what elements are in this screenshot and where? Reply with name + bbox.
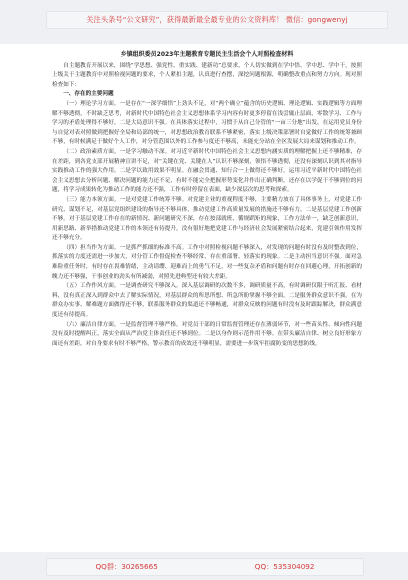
banner-text: 关注头条号“公文研究”，获得最新最全最专业的公文资料库！ 微信：gongwenyj: [46, 11, 388, 29]
paragraph-integrity: （六）廉洁自律方面。一是监督管理不够严格。对党员干部的日常监督管理还存在薄弱环节，对一些苗头性、倾向性问题没有及时提醒纠正，落实全面从严治党主体责任还不够到位。二是以身作则示范作用不够。在带头廉洁自律、树立良好形象方面还有差距，对自身要求有时不够严格，警示教育的成效还不够明显，需要进一步筑牢拒腐防变的思想防线。: [52, 321, 362, 347]
document-title: 乡镇组织委员2023年主题教育专题民主生活会个人对照检查材料: [120, 51, 294, 58]
section-heading: 一、存在的主要问题: [63, 91, 114, 98]
paragraph-ability: （三）能力本领方面。一是对党建工作统筹不够。对党建主业的重视程度不够，主要精力放在了具体事务上，对党建工作研究、谋划不足，对基层党组织建设的指导还不够具体，推动党建工作高质量发展的措施还不够有力。二是基层党建工作创新不够。对于基层党建工作存在的新情况、新问题研究不深，存在按部就班、循规蹈矩的现象，工作方法单一，缺乏创新意识，用新思路、新举措推动党建工作的本领还有待提升，没有很好地把党建工作与经济社会发展紧密结合起来，党建引领作用发挥还不够充分。: [52, 196, 362, 242]
contact-box: [46, 558, 364, 576]
paragraph-responsibility: （四）担当作为方面。一是抓严抓细的标准不高。工作中对照检视问题不够深入，对发现的问题有时没有及时整改到位，抓落实的力度还需进一步加大，对分管工作督促检查不够经常，存在重部署、轻落实的现象。二是主动担当意识不强。面对急难险重任务时，有时存在畏难情绪，主动请缨、迎难而上的勇气不足，对一些复杂矛盾和问题有时存在回避心理，开拓创新的魄力还不够强，干事创业的劲头有所减弱，对照先进典型还有较大差距。: [52, 244, 362, 280]
top-banner: [0, 0, 408, 44]
bottom-bar: [0, 552, 408, 580]
paragraph-workstyle: （五）工作作风方面。一是调查研究不够深入。深入基层调研的次数不多，调研质量不高，有时调研仅限于听汇报、看材料，没有真正深入到群众中去了解实际情况，对基层群众的所思所想、所急所盼掌握不够全面。二是服务群众意识不强。在为群众办实事、解难题方面做得还不够，联系服务群众的渠道还不够畅通，对群众反映的问题有时没有及时跟踪解决，群众满意度还有待提高。: [52, 283, 362, 319]
qq-number: QQ：535304092: [254, 562, 315, 571]
document-page: [52, 50, 362, 542]
intro-paragraph: 自主题教育开展以来，围绕“学思想、强党性、重实践、建新功”总要求，个人切实做到在学中悟、学中思、学中干，按照上级关于主题教育中对照检视问题的要求，个人紧扣主题，认真进行查摆，深挖问题根源，明确整改重点和努力方向。现对照检查如下：: [52, 62, 362, 88]
qq-group: QQ群：30265665: [95, 562, 158, 571]
paragraph-politics: （二）政治素质方面。一是学习触动不深。对习近平新时代中国特色社会主义思想内涵实质的理解把握上还不够精准，存在差距，到各党支部开展精神宣讲不足，对“关键在党、关键在人”认识不够深刻，领悟不够透彻，还没有深刻认识到其对指导实践推动工作的强大作用。二是学以致用效果不明显。在融会贯通、知行合一上做得还不够好，运用习近平新时代中国特色社会主义思想去分析问题、解决问题的能力还不足，有时不能完全把握形势变化并作出正确判断，还存在以学促干不够到位的问题，将学习成果转化为推动工作的能力还不强，工作有时停留在表面，缺少深层次的思考和探索。: [52, 148, 362, 194]
paragraph-theory: （一）理论学习方面。一是存在“一深学细悟”上劲头不足，对“两个确立”蕴含的历史逻辑、理论逻辑、实践逻辑等方面理解不够透彻，不时缺乏思考，对新时代中国特色社会主义思想体系学习内容有时更多停留在浅尝辄止层面，零散学习、工作与学习的矛盾处理得不够好，二是大局意识不强。在具体落实过程中，习惯于从自己分管的“一亩三分地”出发，在运用党员身份与自觉对表对照做到把握好全局和局部的统一，对思想政治教育联系不够紧密，落实上级决策部署时自觉做好工作的统筹兼顾不够，有时候满足于做好个人工作，对分管范围以外的工作参与度还不够高，未能充分站在全区发展大局来谋划和推动工作。: [52, 100, 362, 146]
